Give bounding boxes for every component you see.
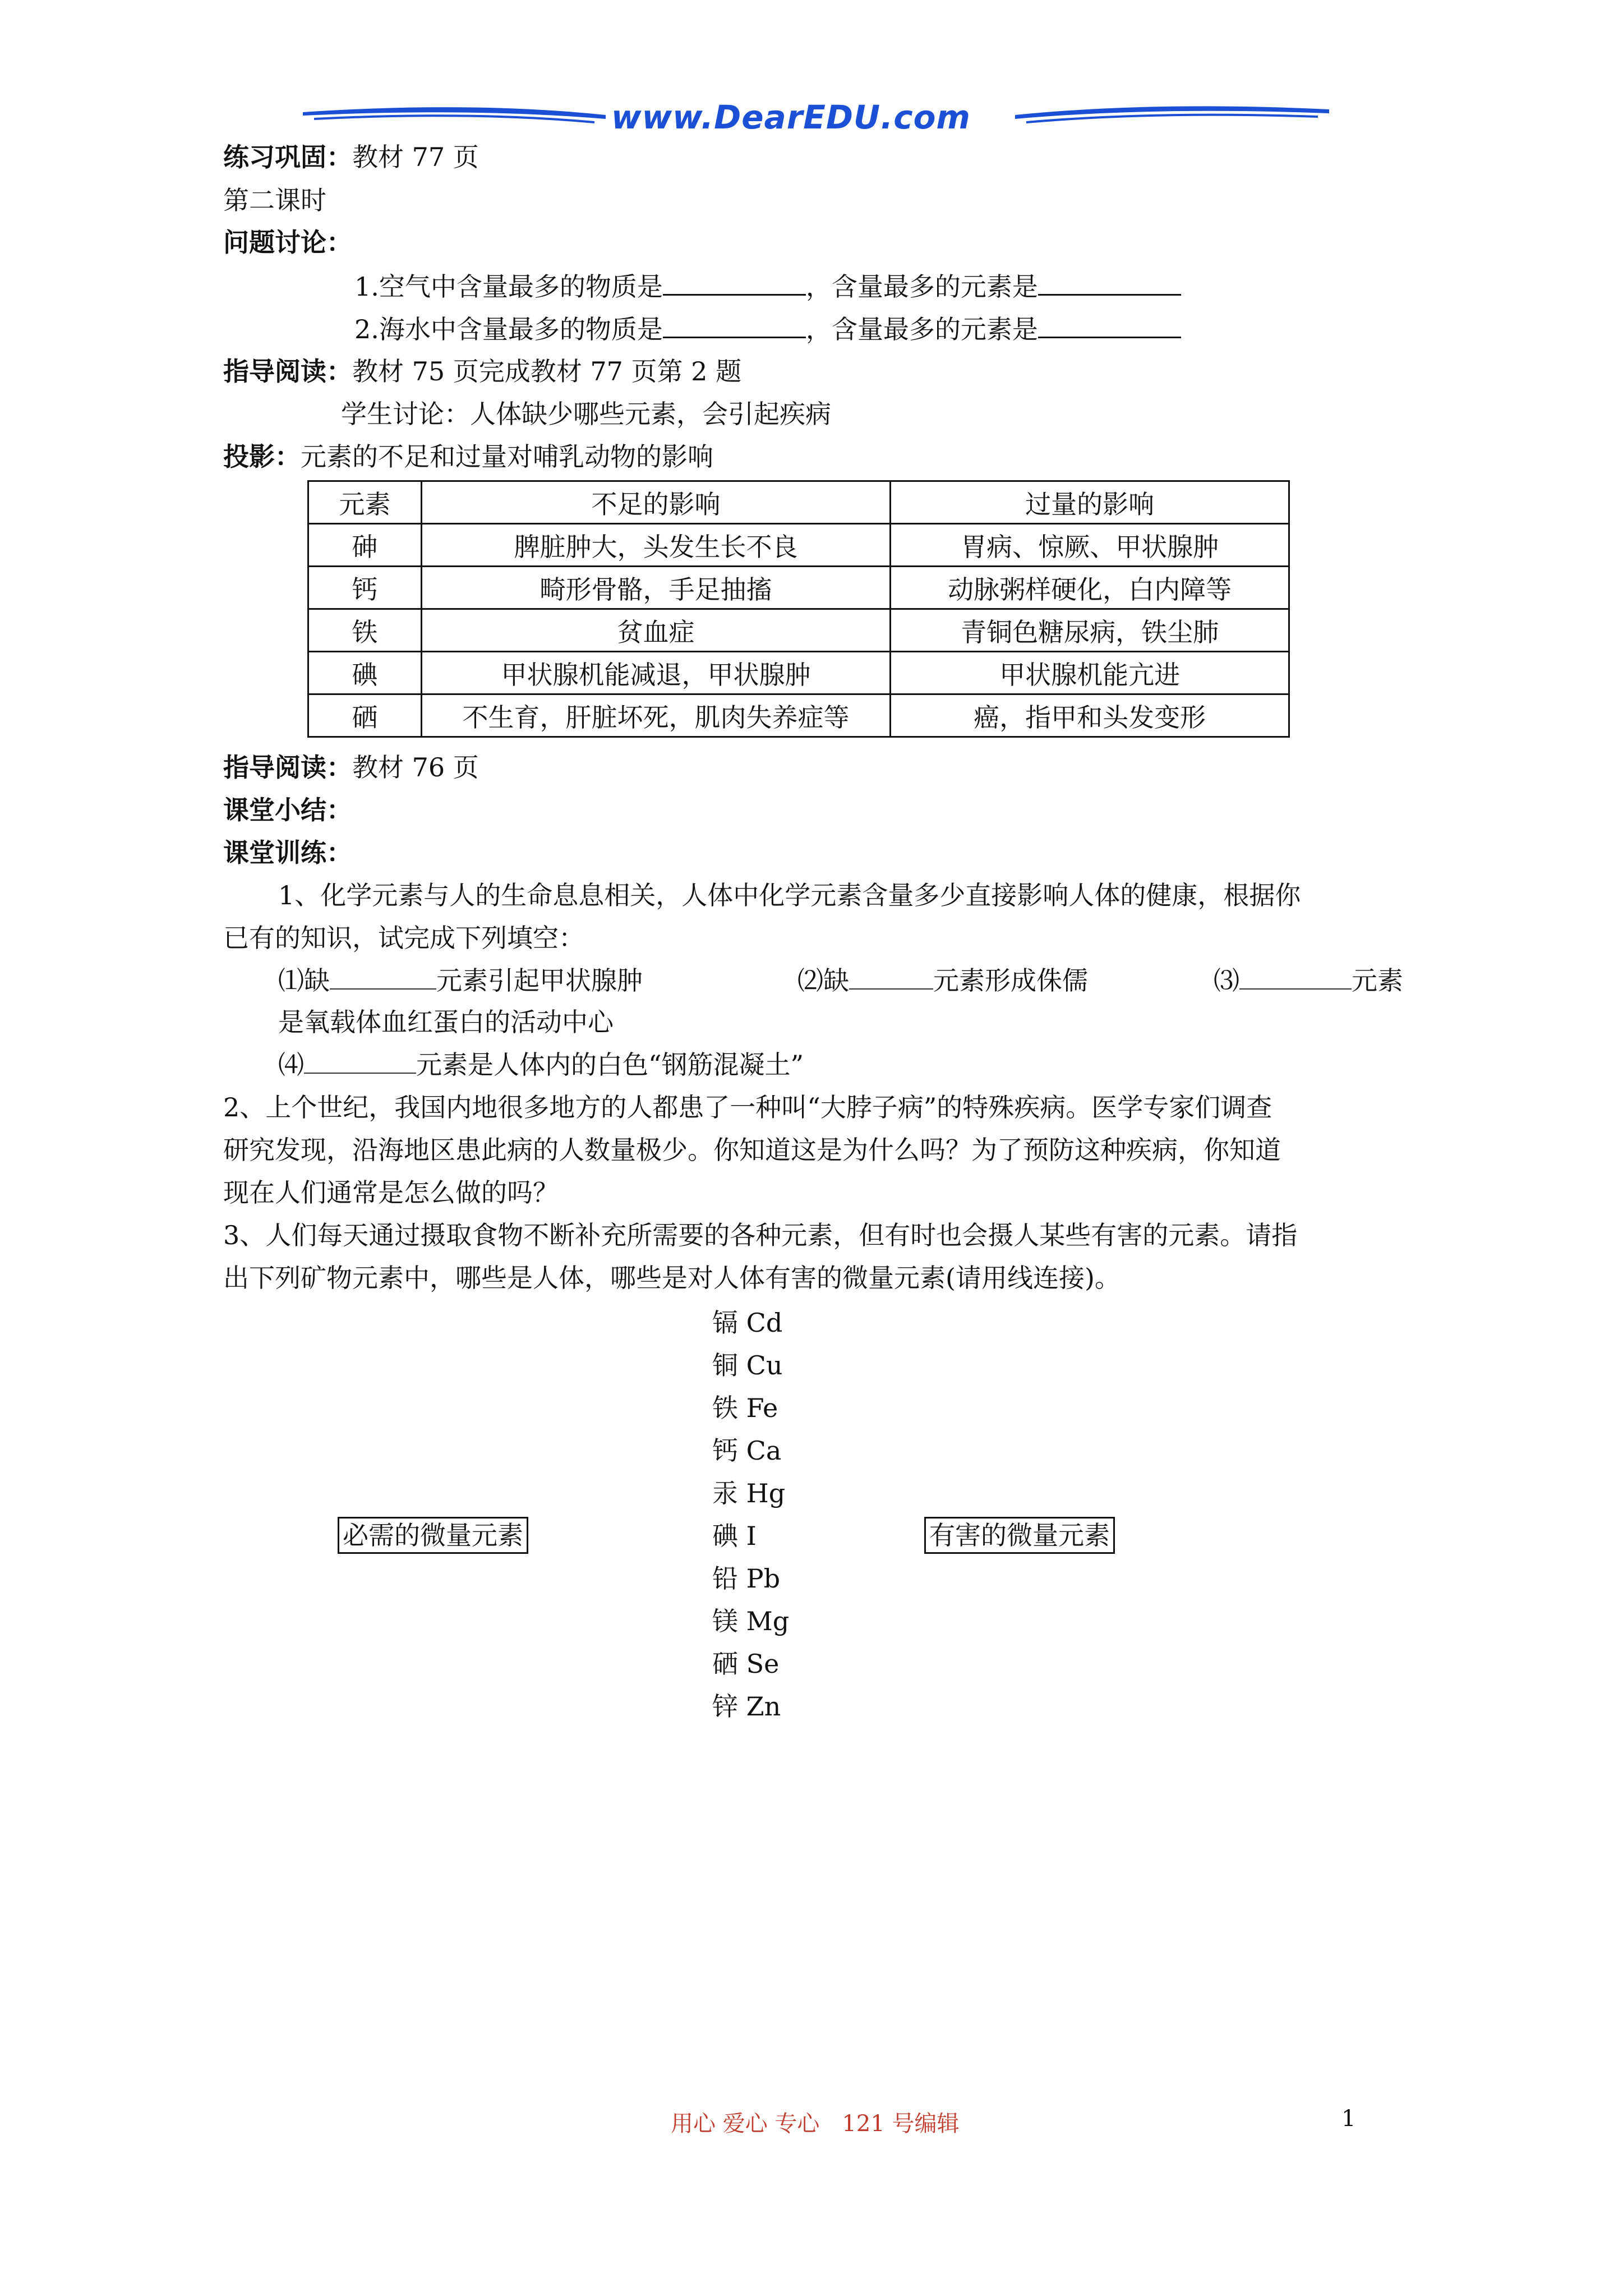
question-1-part-a: 1.空气中含量最多的物质是 [354,272,663,302]
guided-reading-1-label: 指导阅读： [223,356,352,386]
question-2-part-a: 2.海水中含量最多的物质是 [354,314,663,344]
element-item[interactable]: 碘 I [712,1521,757,1551]
table-cell: 青铜色糖尿病，铁尘肺 [891,609,1289,652]
table-cell: 胃病、惊厥、甲状腺肿 [891,524,1289,567]
exercise-2-line-3: 现在人们通常是怎么做的吗？ [223,1177,559,1208]
guided-reading-2 [223,751,479,784]
table-cell: 甲状腺机能减退，甲状腺肿 [421,652,891,694]
discussion-heading: 问题讨论： [223,227,352,257]
fill-4-prefix: ⑷ [278,1050,304,1080]
projection-line [223,440,713,473]
table-header-row [308,481,1289,524]
table-cell: 硒 [308,694,422,737]
question-2-blank-2[interactable] [1038,312,1181,338]
fill-1-prefix: ⑴缺 [278,965,330,996]
exercise-3-line-1: 3、人们每天通过摄取食物不断补充所需要的各种元素，但有时也会摄人某些有害的元素。请指 [223,1220,1298,1250]
essential-elements-box[interactable]: 必需的微量元素 [338,1517,528,1554]
footer-credit: 用心 爱心 专心 121 号编辑 [671,2111,960,2137]
exercise-1-fill-2 [797,964,1088,997]
question-2-blank-1[interactable] [663,312,806,338]
practice-line [223,140,479,174]
table-cell: 脾脏肿大，头发生长不良 [421,524,891,567]
fill-2-suffix: 元素形成侏儒 [933,965,1088,996]
question-2 [354,312,1181,346]
element-item[interactable]: 硒 Se [712,1649,780,1679]
fill-2-prefix: ⑵缺 [797,965,849,996]
fill-3-suffix: 元素 [1352,965,1403,996]
table-cell: 不生育，肝脏坏死，肌肉失养症等 [421,694,891,737]
table-cell: 碘 [308,652,422,694]
lesson-heading: 第二课时 [223,185,326,215]
question-1 [354,269,1181,303]
exercise-1-line-4: 是氧载体血红蛋白的活动中心 [278,1007,614,1037]
exercise-1-fill-1 [278,964,643,997]
fill-4-blank[interactable] [304,1049,416,1074]
table-row [308,524,1289,567]
fill-4-suffix: 元素是人体内的白色“钢筋混凝土” [416,1050,804,1080]
fill-3-blank[interactable] [1239,965,1352,990]
element-item[interactable]: 铜 Cu [712,1350,783,1381]
table-cell: 甲状腺机能亢进 [891,652,1289,694]
fill-2-blank[interactable] [849,965,933,990]
guided-reading-1 [223,355,741,388]
table-cell: 动脉粥样硬化，白内障等 [891,567,1289,609]
element-effects-table [307,480,1290,738]
table-cell: 畸形骨骼，手足抽搐 [421,567,891,609]
summary-heading: 课堂小结： [223,795,352,825]
question-1-part-b: ，含量最多的元素是 [805,272,1038,302]
question-2-part-b: ，含量最多的元素是 [805,314,1038,344]
matching-element-list [712,1306,789,1732]
student-discussion: 学生讨论：人体缺少哪些元素，会引起疾病 [341,399,831,429]
table-row [308,567,1289,609]
projection-label: 投影： [223,441,301,472]
element-item[interactable]: 铁 Fe [712,1393,778,1423]
table-cell: 癌，指甲和头发变形 [891,694,1289,737]
table-cell: 贫血症 [421,609,891,652]
exercise-2-line-1: 2、上个世纪，我国内地很多地方的人都患了一种叫“大脖子病”的特殊疾病。医学专家们调查 [223,1092,1272,1122]
element-item[interactable]: 镁 Mg [712,1606,790,1636]
guided-reading-2-text: 教材 76 页 [352,752,479,783]
fill-1-suffix: 元素引起甲状腺肿 [436,965,643,996]
practice-text: 教材 77 页 [352,142,479,172]
table-cell: 砷 [308,524,422,567]
exercise-2-line-2: 研究发现，沿海地区患此病的人数量极少。你知道这是为什么吗？为了预防这种疾病，你知道 [223,1135,1281,1165]
table-header-cell: 过量的影响 [891,481,1289,524]
exercise-3-line-2: 出下列矿物元素中，哪些是人体，哪些是对人体有害的微量元素(请用线连接)。 [223,1263,1121,1293]
exercise-1-fill-3 [1214,964,1403,997]
fill-1-blank[interactable] [330,965,436,990]
projection-text: 元素的不足和过量对哺乳动物的影响 [301,441,713,472]
element-item[interactable]: 铅 Pb [712,1563,781,1594]
page-number: 1 [1341,2106,1356,2132]
question-1-blank-2[interactable] [1038,269,1181,296]
element-item[interactable]: 锌 Zn [712,1691,781,1722]
exercise-1-fill-4 [278,1048,804,1082]
exercise-1-line-2: 已有的知识，试完成下列填空： [223,923,584,953]
guided-reading-1-text: 教材 75 页完成教材 77 页第 2 题 [352,356,742,386]
guided-reading-2-label: 指导阅读： [223,752,352,783]
table-header-cell: 不足的影响 [421,481,891,524]
table-row [308,694,1289,737]
harmful-elements-box[interactable]: 有害的微量元素 [924,1517,1115,1554]
site-logo[interactable]: www.DearEDU.com [611,98,971,136]
fill-3-prefix: ⑶ [1214,965,1239,996]
practice-label: 练习巩固： [223,142,352,172]
table-header-cell: 元素 [308,481,422,524]
exercise-1-line-1: 1、化学元素与人的生命息息相关，人体中化学元素含量多少直接影响人体的健康，根据你 [278,880,1301,910]
training-heading: 课堂训练： [223,838,352,868]
table-row [308,609,1289,652]
table-cell: 铁 [308,609,422,652]
element-item[interactable]: 汞 Hg [712,1478,786,1508]
table-row [308,652,1289,694]
element-item[interactable]: 钙 Ca [712,1435,782,1466]
question-1-blank-1[interactable] [663,269,806,296]
table-cell: 钙 [308,567,422,609]
element-item[interactable]: 镉 Cd [712,1308,783,1338]
